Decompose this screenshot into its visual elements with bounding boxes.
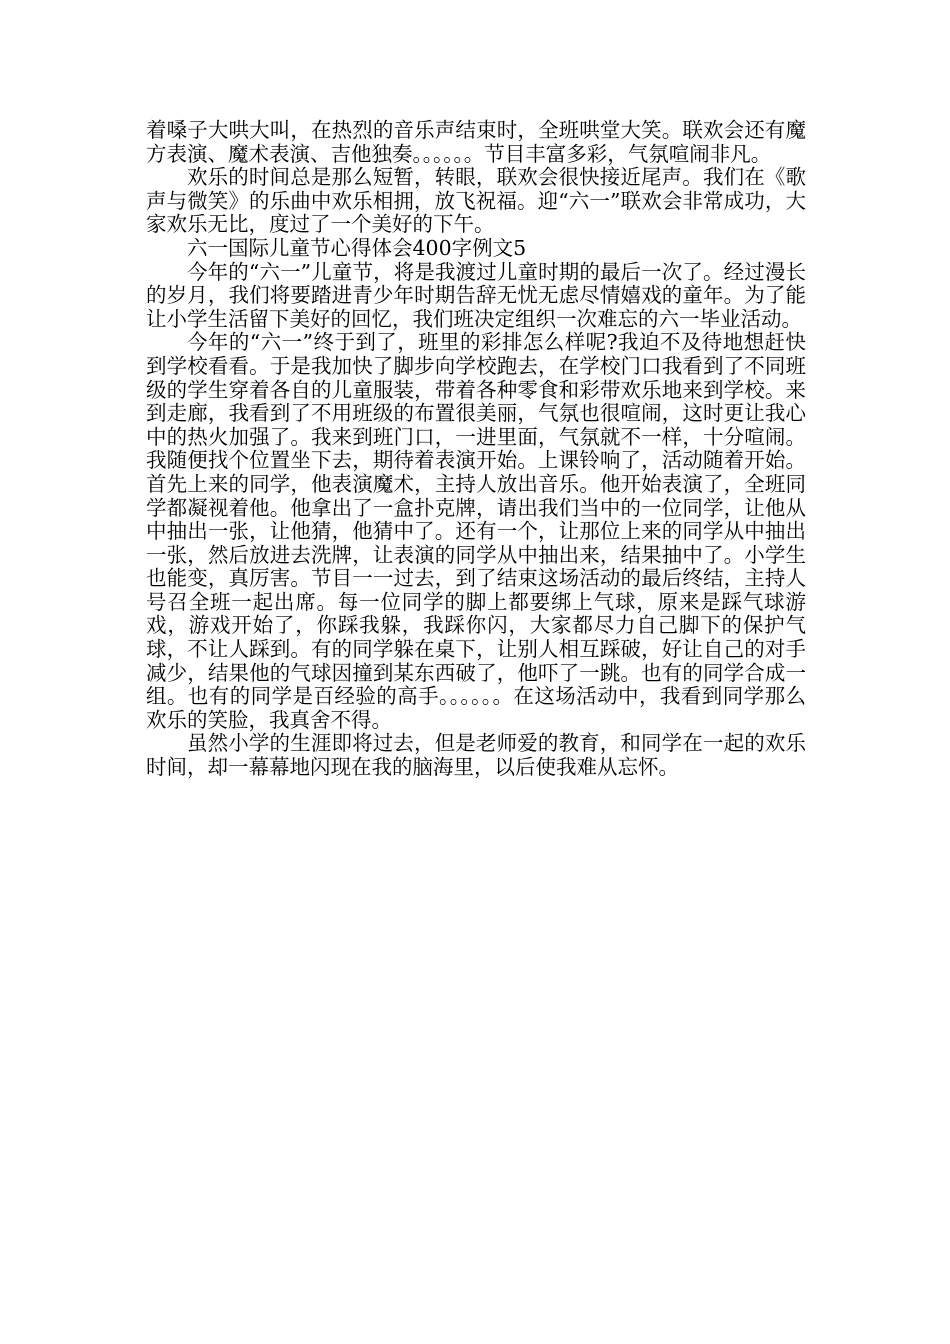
section-heading: 六一国际儿童节心得体会400字例文5 (187, 235, 527, 260)
paragraph: 虽然小学的生涯即将过去，但是老师爱的教育，和同学在一起的欢乐时间，却一幕幕地闪现在我的脑海里，以后使我难从忘怀。 (146, 731, 806, 780)
paragraph: 今年的“六一”儿童节，将是我渡过儿童时期的最后一次了。经过漫长的岁月，我们将要踏进青少年时期告辞无忧无虑尽情嬉戏的童年。为了能让小学生活留下美好的回忆，我们班决定组织一次难忘的六一毕业活动。 (146, 259, 806, 331)
paragraph-continuation: 着嗓子大哄大叫，在热烈的音乐声结束时，全班哄堂大笑。联欢会还有魔方表演、魔术表演、吉他独奏。。。。。。节目丰富多彩，气氛喧闹非凡。 (146, 118, 806, 166)
document-body (146, 119, 806, 780)
paragraph: 欢乐的时间总是那么短暂，转眼，联欢会很快接近尾声。我们在《歌声与微笑》的乐曲中欢乐相拥，放飞祝福。迎“六一”联欢会非常成功，大家欢乐无比，度过了一个美好的下午。 (146, 165, 806, 237)
paragraph: 今年的“六一”终于到了，班里的彩排怎么样呢?我迫不及待地想赶快到学校看看。于是我加快了脚步向学校跑去，在学校门口我看到了不同班级的学生穿着各自的儿童服装，带着各种零食和彩带欢乐地来到学校。来到走廊，我看到了不用班级的布置很美丽，气氛也很喧闹，这时更让我心中的热火加强了。我来到班门口，一进里面，气氛就不一样，十分喧闹。我随便找个位置坐下去，期待着表演开始。上课铃响了，活动随着开始。首先上来的同学，他表演魔术，主持人放出音乐。他开始表演了，全班同学都凝视着他。他拿出了一盒扑克牌，请出我们当中的一位同学，让他从中抽出一张，让他猜，他猜中了。还有一个，让那位上来的同学从中抽出一张，然后放进去洗牌，让表演的同学从中抽出来，结果抽中了。小学生也能变，真厉害。节目一一过去，到了结束这场活动的最后终结，主持人号召全班一起出席。每一位同学的脚上都要绑上气球，原来是踩气球游戏，游戏开始了，你踩我躲，我踩你闪，大家都尽力自己脚下的保护气球，不让人踩到。有的同学躲在桌下，让别人相互踩破，好让自己的对手减少，结果他的气球因撞到某东西破了，他吓了一跳。也有的同学合成一组。也有的同学是百经验的高手。。。。。。在这场活动中，我看到同学那么欢乐的笑脸，我真舍不得。 (146, 330, 806, 732)
